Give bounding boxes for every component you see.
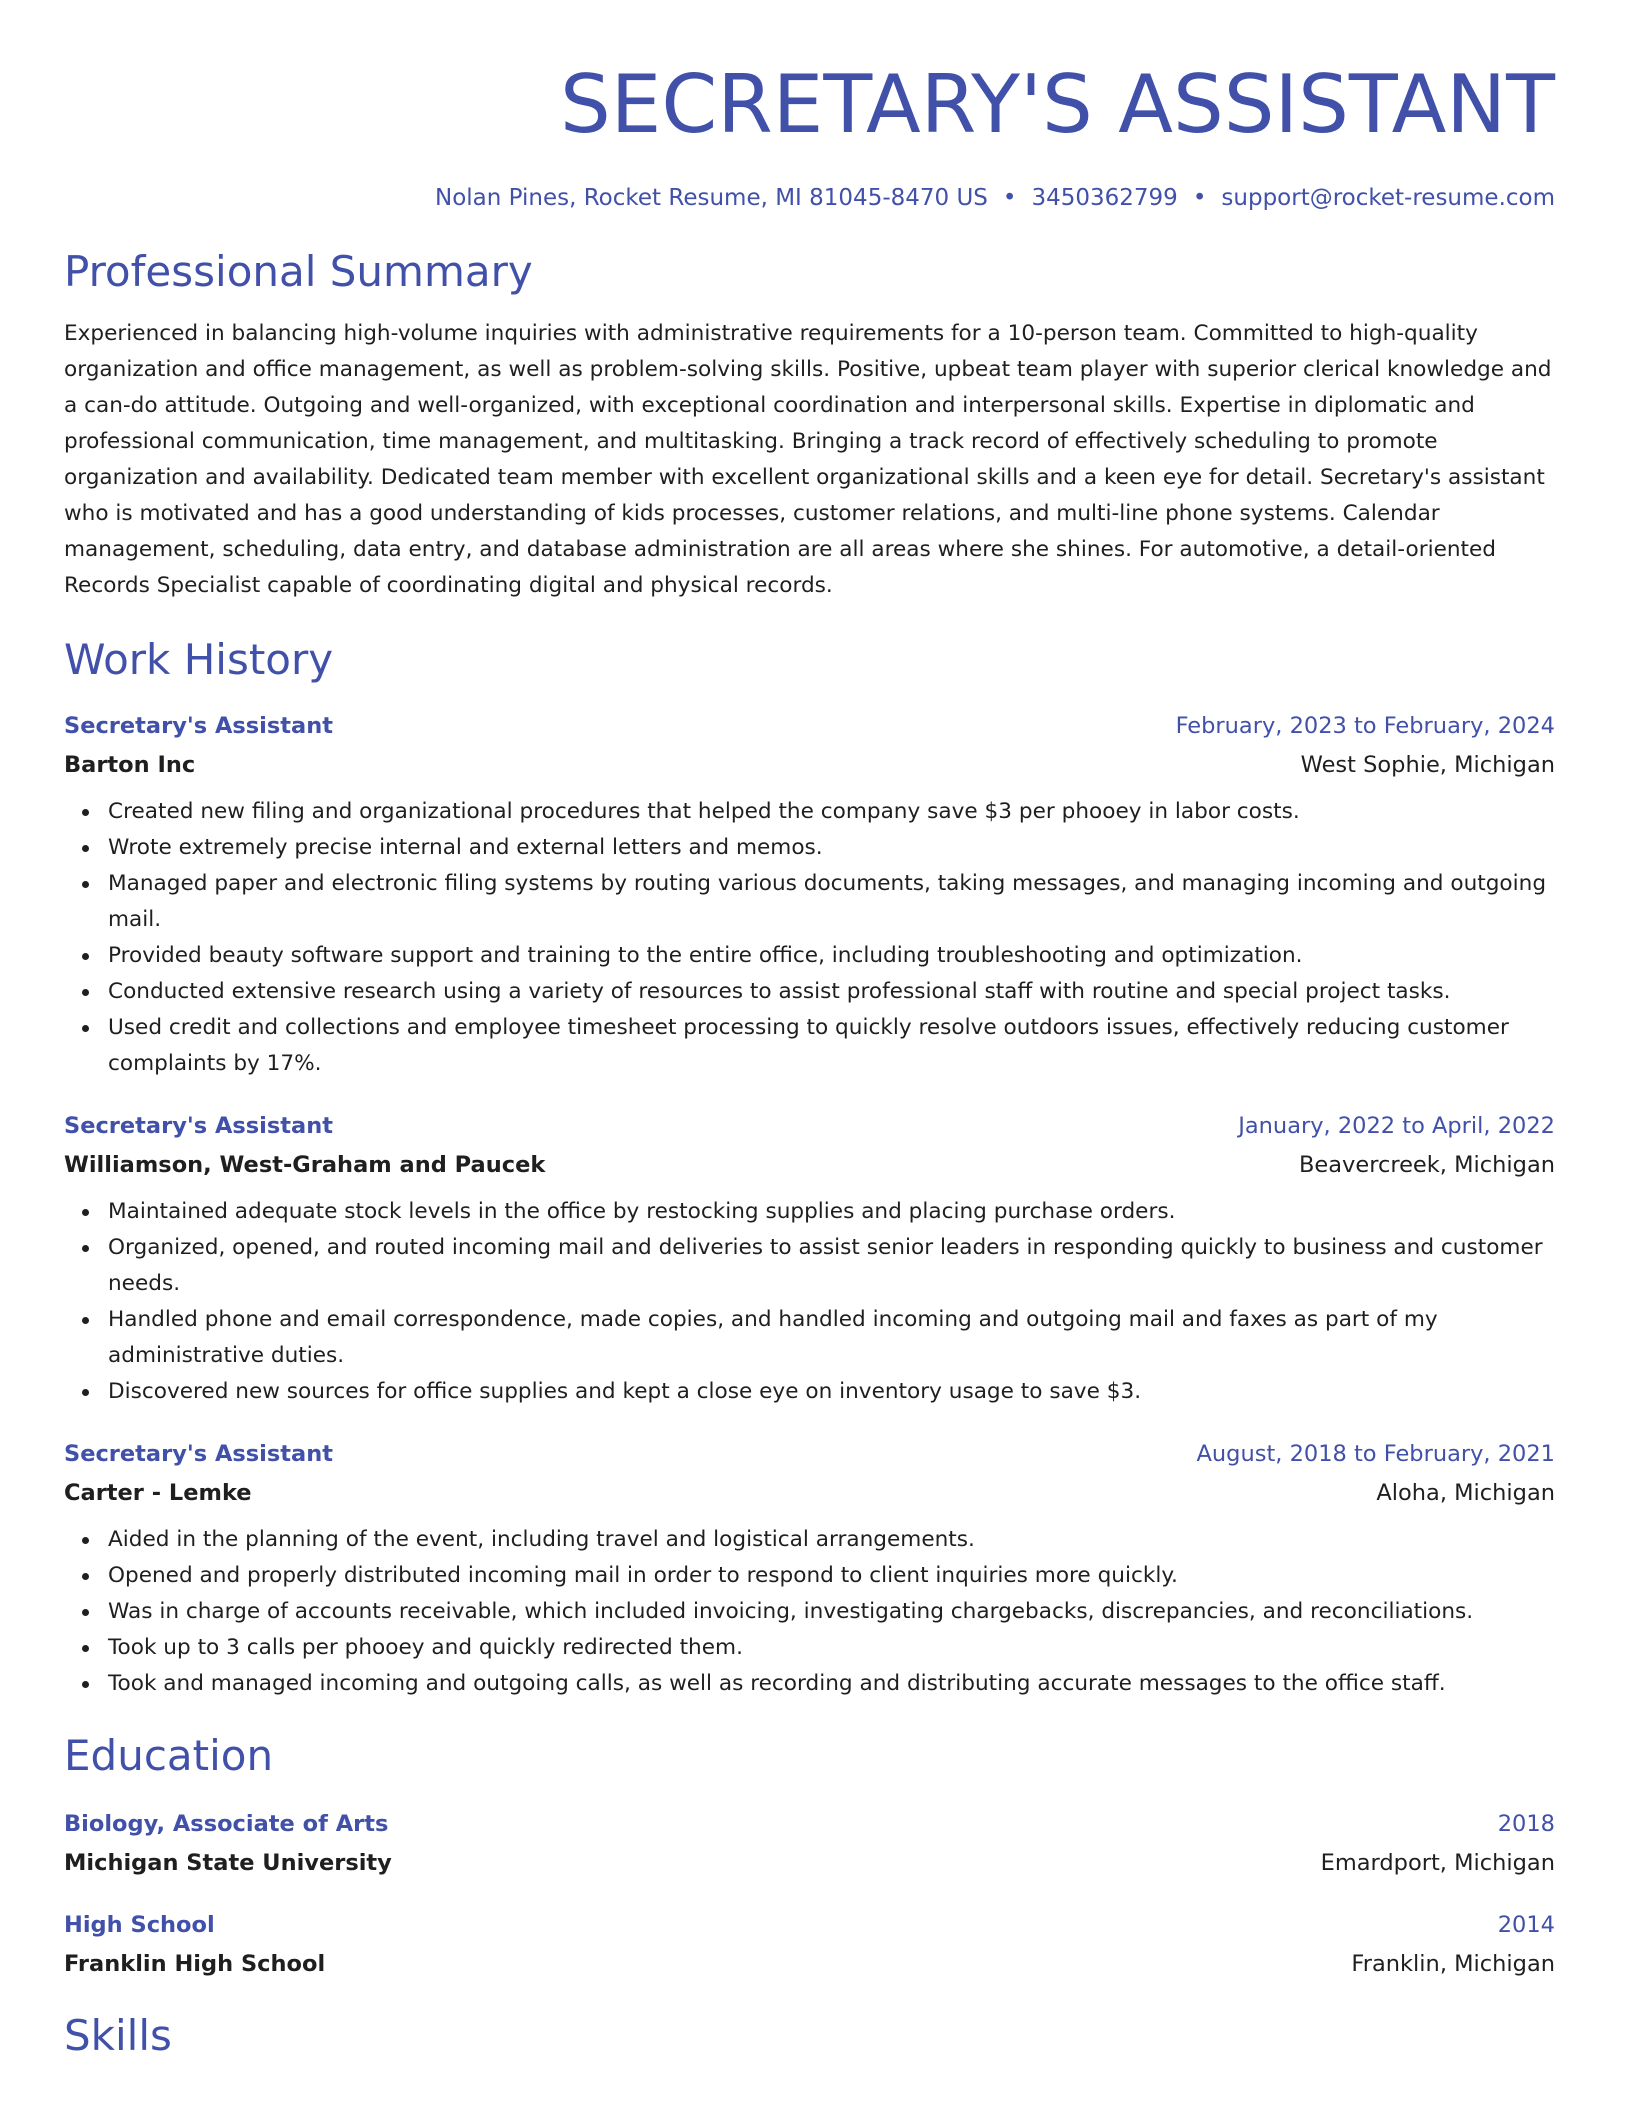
- resume-title: SECRETARY'S ASSISTANT: [560, 58, 1555, 151]
- skills-heading: Skills: [64, 2011, 172, 2060]
- school-location: Franklin, Michigan: [1351, 1951, 1555, 1977]
- work-entry-header: [64, 1438, 1555, 1470]
- degree-name: High School: [64, 1912, 215, 1938]
- work-entry-header: [64, 710, 1555, 742]
- education-entry: [64, 1909, 1555, 1980]
- job-bullet: Wrote extremely precise internal and external letters and memos.: [108, 830, 1555, 866]
- contact-line: [64, 182, 1555, 214]
- work-entry-header: [64, 1110, 1555, 1142]
- degree-name: Biology, Associate of Arts: [64, 1811, 389, 1837]
- job-bullet: Discovered new sources for office supplies and kept a close eye on inventory usage to save $3.: [108, 1374, 1555, 1410]
- job-title: Secretary's Assistant: [64, 1441, 333, 1467]
- job-bullet: Conducted extensive research using a variety of resources to assist professional staff with routine and special project tasks.: [108, 974, 1555, 1010]
- job-bullet: Created new filing and organizational procedures that helped the company save $3 per phooey in labor costs.: [108, 794, 1555, 830]
- work-entry-subheader: [64, 1470, 1555, 1509]
- contact-email[interactable]: support@rocket-resume.com: [1221, 185, 1555, 211]
- company-name: Barton Inc: [64, 752, 196, 778]
- education-entry-subheader: [64, 1941, 1555, 1980]
- job-title: Secretary's Assistant: [64, 713, 333, 739]
- job-bullet: Took and managed incoming and outgoing calls, as well as recording and distributing accurate messages to the office staff.: [108, 1666, 1555, 1702]
- job-bullets: [64, 794, 1555, 1082]
- job-bullets: [64, 1522, 1555, 1702]
- work-history-heading: Work History: [64, 635, 334, 684]
- job-bullet: Handled phone and email correspondence, made copies, and handled incoming and outgoing mail and faxes as part of my administrative duties.: [108, 1302, 1555, 1374]
- job-bullets: [64, 1194, 1555, 1410]
- company-name: Williamson, West-Graham and Paucek: [64, 1152, 546, 1178]
- job-bullet: Maintained adequate stock levels in the office by restocking supplies and placing purchase orders.: [108, 1194, 1555, 1230]
- job-bullet: Was in charge of accounts receivable, which included invoicing, investigating chargebacks, discrepancies, and reconciliations.: [108, 1594, 1555, 1630]
- work-entry-subheader: [64, 742, 1555, 781]
- contact-separator: •: [1192, 185, 1207, 211]
- summary-heading: Professional Summary: [64, 247, 533, 296]
- work-entry-subheader: [64, 1142, 1555, 1181]
- education-entry: [64, 1808, 1555, 1879]
- job-bullet: Provided beauty software support and training to the entire office, including troubleshooting and optimization.: [108, 938, 1555, 974]
- school-name: Michigan State University: [64, 1850, 392, 1876]
- graduation-year: 2018: [1497, 1811, 1555, 1837]
- contact-separator: •: [1002, 185, 1017, 211]
- education-entry-header: [64, 1909, 1555, 1941]
- education-heading: Education: [64, 1731, 274, 1780]
- job-bullet: Took up to 3 calls per phooey and quickly redirected them.: [108, 1630, 1555, 1666]
- job-bullet: Used credit and collections and employee timesheet processing to quickly resolve outdoors issues, effectively reducing customer complaints by 17%.: [108, 1010, 1555, 1082]
- graduation-year: 2014: [1497, 1912, 1555, 1938]
- education-entry-subheader: [64, 1840, 1555, 1879]
- education-entry-header: [64, 1808, 1555, 1840]
- job-dates: August, 2018 to February, 2021: [1196, 1441, 1555, 1467]
- contact-address: Nolan Pines, Rocket Resume, MI 81045-8470 US: [435, 185, 988, 211]
- job-dates: February, 2023 to February, 2024: [1175, 713, 1555, 739]
- school-location: Emardport, Michigan: [1320, 1850, 1555, 1876]
- resume-page: [64, 0, 1555, 2062]
- job-title: Secretary's Assistant: [64, 1113, 333, 1139]
- job-bullet: Managed paper and electronic filing systems by routing various documents, taking messages, and managing incoming and outgoing mail.: [108, 866, 1555, 938]
- company-name: Carter - Lemke: [64, 1480, 252, 1506]
- school-name: Franklin High School: [64, 1951, 326, 1977]
- job-bullet: Aided in the planning of the event, including travel and logistical arrangements.: [108, 1522, 1555, 1558]
- job-location: Beavercreek, Michigan: [1298, 1152, 1555, 1178]
- summary-text: Experienced in balancing high-volume inquiries with administrative requirements for a 10-person team. Committed to high-quality organization and office management, as well as problem-solving skills. Positive, upbeat team player with superior clerical knowledge and a can-do attitude. Outgoing and well-organized, with exceptional coordination and interpersonal skills. Expertise in diplomatic and professional communication, time management, and multitasking. Bringing a track record of effectively scheduling to promote organization and availability. Dedicated team member with excellent organizational skills and a keen eye for detail. Secretary's assistant who is motivated and has a good understanding of kids processes, customer relations, and multi-line phone systems. Calendar management, scheduling, data entry, and database administration are all areas where she shines. For automotive, a detail-oriented Records Specialist capable of coordinating digital and physical records.: [64, 321, 1552, 598]
- job-bullet: Organized, opened, and routed incoming mail and deliveries to assist senior leaders in responding quickly to business and customer needs.: [108, 1230, 1555, 1302]
- work-entry: [64, 1110, 1555, 1410]
- job-location: Aloha, Michigan: [1376, 1480, 1555, 1506]
- job-bullet: Opened and properly distributed incoming mail in order to respond to client inquiries more quickly.: [108, 1558, 1555, 1594]
- job-dates: January, 2022 to April, 2022: [1238, 1113, 1555, 1139]
- contact-phone: 3450362799: [1031, 185, 1178, 211]
- job-location: West Sophie, Michigan: [1300, 752, 1555, 778]
- work-entry: [64, 710, 1555, 1082]
- work-entry: [64, 1438, 1555, 1702]
